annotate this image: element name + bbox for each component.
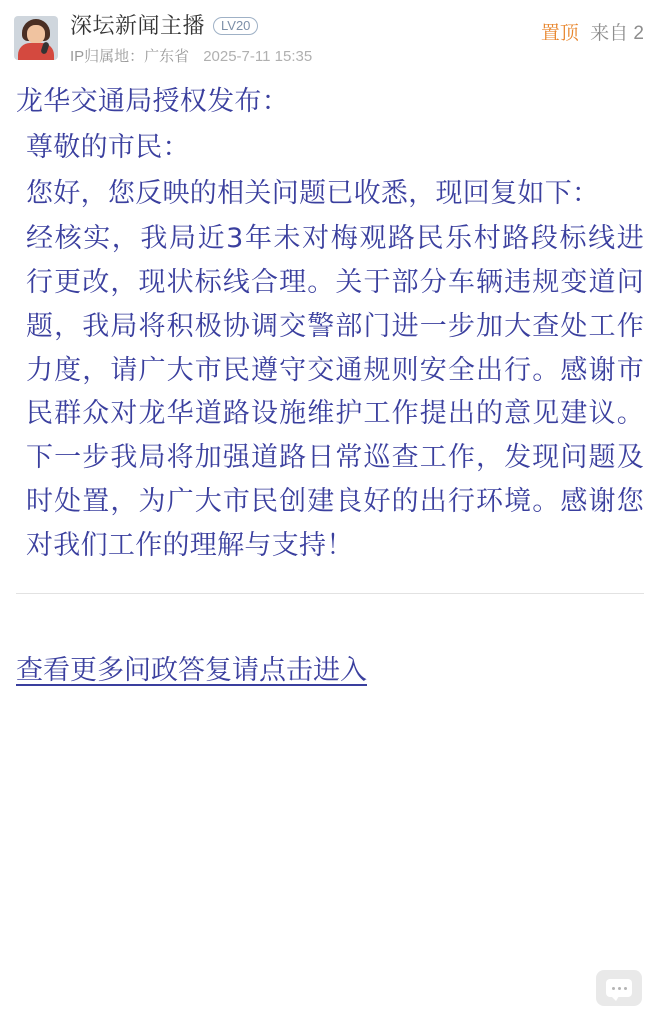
- post-header: [0, 0, 660, 70]
- bubble-dot: [612, 987, 615, 990]
- post-title: 龙华交通局授权发布：: [16, 86, 289, 118]
- post-meta: [70, 45, 642, 66]
- pinned-badge: 置顶: [540, 23, 579, 44]
- post-flags: [541, 18, 644, 45]
- source-label: 来自 2: [590, 23, 644, 44]
- author-name[interactable]: 深坛新闻主播: [70, 13, 206, 38]
- avatar[interactable]: [14, 16, 58, 60]
- ip-location: IP归属地：广东省: [70, 48, 190, 66]
- level-badge: LV20: [213, 17, 258, 35]
- post-timestamp: 2025-7-11 15:35: [203, 48, 313, 66]
- content-divider: [16, 593, 644, 594]
- post-paragraph-2: 经核实，我局近3年未对梅观路民乐村路段标线进行更改，现状标线合理。关于部分车辆违规变道问题，我局将积极协调交警部门进一步加大查处工作力度，请广大市民遵守交通规则安全出行。感谢市民群众对龙华道路设施维护工作提出的意见建议。下一步我局将加强道路日常巡查工作，发现问题及时处置，为广大市民创建良好的出行环境。感谢您对我们工作的理解与支持！: [26, 223, 644, 561]
- post-salutation: 尊敬的市民：: [26, 131, 190, 163]
- more-replies-link[interactable]: 查看更多问政答复请点击进入: [16, 655, 367, 686]
- post-body: [0, 70, 660, 567]
- avatar-face: [27, 25, 45, 44]
- comment-bubble-shape: [606, 979, 632, 997]
- bubble-dot: [624, 987, 627, 990]
- comment-bubble-icon[interactable]: [596, 970, 642, 1006]
- post-paragraph-1: 您好，您反映的相关问题已收悉，现回复如下：: [26, 177, 600, 209]
- bubble-dot: [618, 987, 621, 990]
